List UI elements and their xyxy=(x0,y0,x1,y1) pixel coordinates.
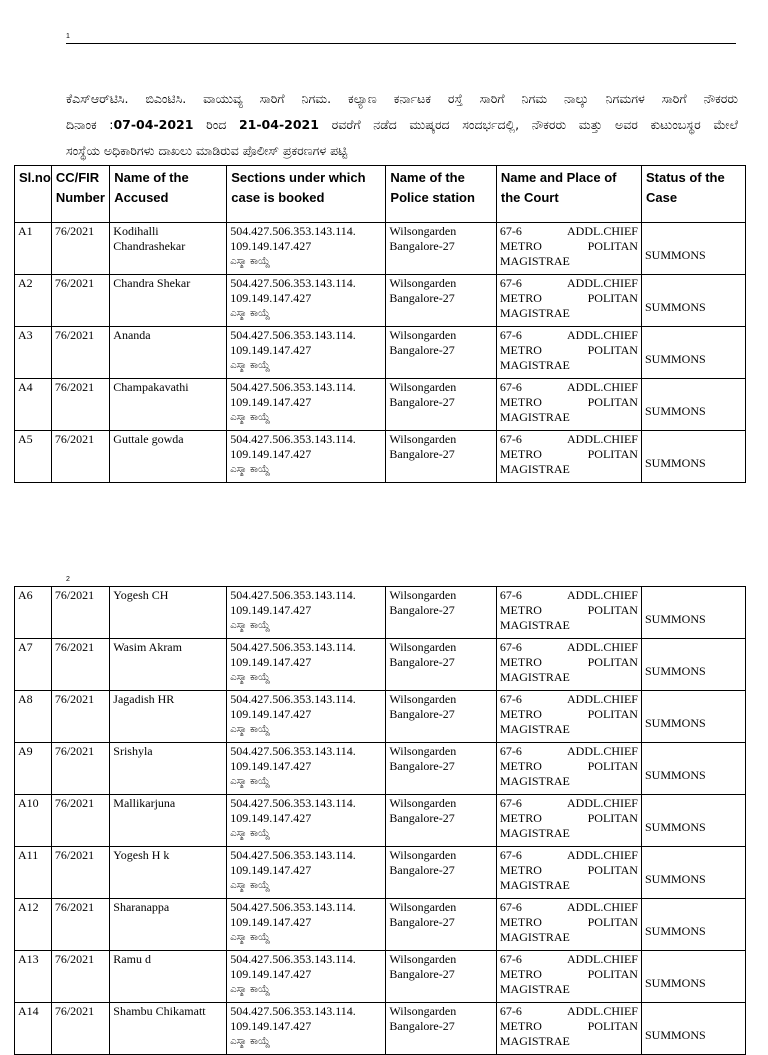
court-metro: METRO xyxy=(499,239,542,253)
cell-case-no: 76/2021 xyxy=(51,951,109,1003)
cell-court xyxy=(496,951,641,1003)
cell-status: SUMMONS xyxy=(641,379,745,431)
cell-court xyxy=(496,691,641,743)
cell-slno: A1 xyxy=(15,223,52,275)
police-line-1: Wilsongarden xyxy=(389,276,457,290)
cell-police-station xyxy=(386,327,496,379)
cell-police-station xyxy=(386,847,496,899)
court-title: ADDL.CHIEF xyxy=(566,848,638,862)
police-line-1: Wilsongarden xyxy=(389,328,457,342)
cell-slno: A11 xyxy=(15,847,52,899)
header-sections: Sections under which case is booked xyxy=(227,166,386,223)
header-ccfir: CC/FIR Number xyxy=(51,166,109,223)
header-accused: Name of the Accused xyxy=(110,166,227,223)
cell-status: SUMMONS xyxy=(641,691,745,743)
table-row xyxy=(15,639,746,691)
court-code: 67-6 xyxy=(499,952,522,966)
cell-slno: A3 xyxy=(15,327,52,379)
court-magistrate: MAGISTRAE xyxy=(499,670,570,684)
intro-line-2: ದಿನಾಂಕ :07-04-2021 ರಿಂದ 21-04-2021 ರವರೆಗೆ ನಡೆದ ಮುಷ್ಕರದ ಸಂದರ್ಭದಲ್ಲಿ, ನೌಕರರು ಮತ್ತು ಅವರ ಕುಟುಂಬಸ್ಥರ ಮೇಲೆ xyxy=(66,117,738,132)
sections-line-2: 109.149.147.427 xyxy=(230,291,312,305)
cell-court xyxy=(496,795,641,847)
cell-police-station xyxy=(386,743,496,795)
court-metro: METRO xyxy=(499,343,542,357)
court-code: 67-6 xyxy=(499,900,522,914)
court-politan: POLITAN xyxy=(587,759,638,773)
court-magistrate: MAGISTRAE xyxy=(499,462,570,476)
court-metro: METRO xyxy=(499,707,542,721)
cell-sections xyxy=(227,743,386,795)
cell-case-no: 76/2021 xyxy=(51,379,109,431)
cell-slno: A8 xyxy=(15,691,52,743)
table-row xyxy=(15,431,746,483)
sections-act: ಎಸ್ಮಾ ಕಾಯ್ದೆ xyxy=(230,984,271,995)
table-row xyxy=(15,951,746,1003)
cell-slno: A12 xyxy=(15,899,52,951)
court-code: 67-6 xyxy=(499,224,522,238)
sections-line-2: 109.149.147.427 xyxy=(230,811,312,825)
cell-case-no: 76/2021 xyxy=(51,327,109,379)
police-line-2: Bangalore-27 xyxy=(389,1019,455,1033)
cell-status: SUMMONS xyxy=(641,587,745,639)
court-code: 67-6 xyxy=(499,1004,522,1018)
table-row xyxy=(15,379,746,431)
table-row xyxy=(15,275,746,327)
cell-status: SUMMONS xyxy=(641,899,745,951)
table-header-row xyxy=(15,166,746,223)
court-magistrate: MAGISTRAE xyxy=(499,1034,570,1048)
cell-sections xyxy=(227,847,386,899)
court-title: ADDL.CHIEF xyxy=(566,224,638,238)
cell-accused: Mallikarjuna xyxy=(110,795,227,847)
sections-line-1: 504.427.506.353.143.114. xyxy=(230,796,356,810)
header-slno: Sl.no xyxy=(15,166,52,223)
cell-court xyxy=(496,847,641,899)
court-magistrate: MAGISTRAE xyxy=(499,878,570,892)
police-line-1: Wilsongarden xyxy=(389,692,457,706)
court-title: ADDL.CHIEF xyxy=(566,900,638,914)
cell-sections xyxy=(227,951,386,1003)
table-row xyxy=(15,899,746,951)
court-title: ADDL.CHIEF xyxy=(566,588,638,602)
court-title: ADDL.CHIEF xyxy=(566,380,638,394)
cell-police-station xyxy=(386,275,496,327)
cell-case-no: 76/2021 xyxy=(51,847,109,899)
sections-line-1: 504.427.506.353.143.114. xyxy=(230,744,356,758)
court-magistrate: MAGISTRAE xyxy=(499,826,570,840)
court-title: ADDL.CHIEF xyxy=(566,328,638,342)
police-line-1: Wilsongarden xyxy=(389,588,457,602)
court-title: ADDL.CHIEF xyxy=(566,1004,638,1018)
cell-status: SUMMONS xyxy=(641,847,745,899)
cell-accused: Chandra Shekar xyxy=(110,275,227,327)
court-code: 67-6 xyxy=(499,588,522,602)
table-row xyxy=(15,587,746,639)
sections-line-2: 109.149.147.427 xyxy=(230,967,312,981)
cell-sections xyxy=(227,379,386,431)
cell-status: SUMMONS xyxy=(641,223,745,275)
cell-status: SUMMONS xyxy=(641,743,745,795)
cell-slno: A9 xyxy=(15,743,52,795)
sections-line-1: 504.427.506.353.143.114. xyxy=(230,328,356,342)
cell-accused: Ramu d xyxy=(110,951,227,1003)
police-line-1: Wilsongarden xyxy=(389,900,457,914)
police-line-2: Bangalore-27 xyxy=(389,967,455,981)
sections-act: ಎಸ್ಮಾ ಕಾಯ್ದೆ xyxy=(230,828,271,839)
court-magistrate: MAGISTRAE xyxy=(499,306,570,320)
court-metro: METRO xyxy=(499,603,542,617)
cell-court xyxy=(496,327,641,379)
cell-slno: A13 xyxy=(15,951,52,1003)
cell-case-no: 76/2021 xyxy=(51,899,109,951)
cell-accused: Yogesh CH xyxy=(110,587,227,639)
court-title: ADDL.CHIEF xyxy=(566,432,638,446)
sections-line-2: 109.149.147.427 xyxy=(230,343,312,357)
court-title: ADDL.CHIEF xyxy=(566,276,638,290)
police-line-1: Wilsongarden xyxy=(389,848,457,862)
cell-case-no: 76/2021 xyxy=(51,639,109,691)
header-rule xyxy=(66,43,736,44)
police-line-1: Wilsongarden xyxy=(389,640,457,654)
sections-line-2: 109.149.147.427 xyxy=(230,655,312,669)
court-politan: POLITAN xyxy=(587,707,638,721)
sections-act: ಎಸ್ಮಾ ಕಾಯ್ದೆ xyxy=(230,724,271,735)
court-magistrate: MAGISTRAE xyxy=(499,410,570,424)
cell-accused: Ananda xyxy=(110,327,227,379)
police-line-1: Wilsongarden xyxy=(389,380,457,394)
cell-case-no: 76/2021 xyxy=(51,743,109,795)
table-row xyxy=(15,223,746,275)
header-court: Name and Place of the Court xyxy=(496,166,641,223)
court-politan: POLITAN xyxy=(587,395,638,409)
header-status: Status of the Case xyxy=(641,166,745,223)
police-line-2: Bangalore-27 xyxy=(389,863,455,877)
court-politan: POLITAN xyxy=(587,603,638,617)
cell-accused: Kodihalli Chandrashekar xyxy=(110,223,227,275)
sections-line-2: 109.149.147.427 xyxy=(230,915,312,929)
cell-court xyxy=(496,379,641,431)
cell-status: SUMMONS xyxy=(641,639,745,691)
cell-police-station xyxy=(386,951,496,1003)
court-code: 67-6 xyxy=(499,848,522,862)
cell-accused: Srishyla xyxy=(110,743,227,795)
sections-act: ಎಸ್ಮಾ ಕಾಯ್ದೆ xyxy=(230,308,271,319)
court-metro: METRO xyxy=(499,395,542,409)
court-metro: METRO xyxy=(499,759,542,773)
cell-police-station xyxy=(386,1003,496,1055)
court-politan: POLITAN xyxy=(587,655,638,669)
cell-case-no: 76/2021 xyxy=(51,587,109,639)
court-title: ADDL.CHIEF xyxy=(566,796,638,810)
court-code: 67-6 xyxy=(499,328,522,342)
court-politan: POLITAN xyxy=(587,811,638,825)
cell-police-station xyxy=(386,899,496,951)
police-line-2: Bangalore-27 xyxy=(389,239,455,253)
court-metro: METRO xyxy=(499,447,542,461)
court-metro: METRO xyxy=(499,655,542,669)
police-line-1: Wilsongarden xyxy=(389,796,457,810)
court-politan: POLITAN xyxy=(587,1019,638,1033)
cell-police-station xyxy=(386,691,496,743)
cell-sections xyxy=(227,275,386,327)
court-magistrate: MAGISTRAE xyxy=(499,618,570,632)
police-line-2: Bangalore-27 xyxy=(389,343,455,357)
cell-accused: Yogesh H k xyxy=(110,847,227,899)
cell-sections xyxy=(227,223,386,275)
sections-line-2: 109.149.147.427 xyxy=(230,1019,312,1033)
cell-court xyxy=(496,223,641,275)
cell-sections xyxy=(227,899,386,951)
police-line-2: Bangalore-27 xyxy=(389,707,455,721)
cell-accused: Champakavathi xyxy=(110,379,227,431)
sections-line-1: 504.427.506.353.143.114. xyxy=(230,276,356,290)
cell-status: SUMMONS xyxy=(641,1003,745,1055)
court-metro: METRO xyxy=(499,291,542,305)
cell-court xyxy=(496,275,641,327)
court-politan: POLITAN xyxy=(587,863,638,877)
sections-line-1: 504.427.506.353.143.114. xyxy=(230,640,356,654)
table-row xyxy=(15,795,746,847)
cell-sections xyxy=(227,639,386,691)
cell-accused: Shambu Chikamatt xyxy=(110,1003,227,1055)
sections-line-2: 109.149.147.427 xyxy=(230,863,312,877)
court-code: 67-6 xyxy=(499,796,522,810)
cell-status: SUMMONS xyxy=(641,951,745,1003)
police-line-2: Bangalore-27 xyxy=(389,915,455,929)
cell-police-station xyxy=(386,639,496,691)
police-line-2: Bangalore-27 xyxy=(389,447,455,461)
court-code: 67-6 xyxy=(499,640,522,654)
court-title: ADDL.CHIEF xyxy=(566,640,638,654)
cell-accused: Guttale gowda xyxy=(110,431,227,483)
sections-act: ಎಸ್ಮಾ ಕಾಯ್ದೆ xyxy=(230,932,271,943)
police-line-2: Bangalore-27 xyxy=(389,759,455,773)
cell-sections xyxy=(227,795,386,847)
sections-act: ಎಸ್ಮಾ ಕಾಯ್ದೆ xyxy=(230,360,271,371)
cell-court xyxy=(496,431,641,483)
cell-sections xyxy=(227,327,386,379)
table-row xyxy=(15,1003,746,1055)
intro-line-1: ಕೆಎಸ್‌ಆರ್‌ಟಿಸಿ. ಬಿಎಂಟಿಸಿ. ವಾಯುವ್ಯ ಸಾರಿಗೆ ನಿಗಮ. ಕಲ್ಯಾಣ ಕರ್ನಾಟಕ ರಸ್ತೆ ಸಾರಿಗೆ ನಿಗಮ ನಾಲ್ಕು ನಿಗಮಗಳ ಸಾರಿಗೆ ನೌಕರರು xyxy=(66,91,738,106)
sections-act: ಎಸ್ಮಾ ಕಾಯ್ದೆ xyxy=(230,620,271,631)
police-line-1: Wilsongarden xyxy=(389,744,457,758)
cell-slno: A10 xyxy=(15,795,52,847)
cell-accused: Sharanappa xyxy=(110,899,227,951)
cell-slno: A5 xyxy=(15,431,52,483)
sections-act: ಎಸ್ಮಾ ಕಾಯ್ದೆ xyxy=(230,776,271,787)
cell-accused: Jagadish HR xyxy=(110,691,227,743)
sections-act: ಎಸ್ಮಾ ಕಾಯ್ದೆ xyxy=(230,412,271,423)
cell-police-station xyxy=(386,223,496,275)
police-line-2: Bangalore-27 xyxy=(389,291,455,305)
court-magistrate: MAGISTRAE xyxy=(499,254,570,268)
cell-case-no: 76/2021 xyxy=(51,691,109,743)
sections-line-1: 504.427.506.353.143.114. xyxy=(230,952,356,966)
cell-status: SUMMONS xyxy=(641,795,745,847)
intro-paragraph xyxy=(66,86,738,164)
cell-sections xyxy=(227,587,386,639)
court-code: 67-6 xyxy=(499,380,522,394)
police-line-1: Wilsongarden xyxy=(389,952,457,966)
court-metro: METRO xyxy=(499,811,542,825)
sections-line-2: 109.149.147.427 xyxy=(230,707,312,721)
court-magistrate: MAGISTRAE xyxy=(499,774,570,788)
court-magistrate: MAGISTRAE xyxy=(499,722,570,736)
table-row xyxy=(15,691,746,743)
police-line-1: Wilsongarden xyxy=(389,224,457,238)
cell-sections xyxy=(227,431,386,483)
sections-line-1: 504.427.506.353.143.114. xyxy=(230,848,356,862)
sections-act: ಎಸ್ಮಾ ಕಾಯ್ದೆ xyxy=(230,1036,271,1047)
cell-case-no: 76/2021 xyxy=(51,431,109,483)
court-code: 67-6 xyxy=(499,276,522,290)
page-number: 1 xyxy=(66,33,70,40)
court-metro: METRO xyxy=(499,967,542,981)
sections-line-2: 109.149.147.427 xyxy=(230,759,312,773)
police-line-1: Wilsongarden xyxy=(389,1004,457,1018)
court-code: 67-6 xyxy=(499,432,522,446)
court-politan: POLITAN xyxy=(587,915,638,929)
cell-court xyxy=(496,1003,641,1055)
court-metro: METRO xyxy=(499,915,542,929)
court-title: ADDL.CHIEF xyxy=(566,744,638,758)
page-number-2: 2 xyxy=(66,576,70,583)
cell-sections xyxy=(227,691,386,743)
cell-case-no: 76/2021 xyxy=(51,1003,109,1055)
sections-line-1: 504.427.506.353.143.114. xyxy=(230,1004,356,1018)
date-from: 07-04-2021 xyxy=(113,117,194,132)
cell-court xyxy=(496,587,641,639)
court-magistrate: MAGISTRAE xyxy=(499,930,570,944)
table-row xyxy=(15,327,746,379)
cell-slno: A7 xyxy=(15,639,52,691)
cell-slno: A14 xyxy=(15,1003,52,1055)
cell-status: SUMMONS xyxy=(641,431,745,483)
cell-case-no: 76/2021 xyxy=(51,223,109,275)
cell-status: SUMMONS xyxy=(641,275,745,327)
court-politan: POLITAN xyxy=(587,967,638,981)
cell-accused: Wasim Akram xyxy=(110,639,227,691)
court-politan: POLITAN xyxy=(587,343,638,357)
cases-table-page-1 xyxy=(14,165,746,483)
sections-line-1: 504.427.506.353.143.114. xyxy=(230,380,356,394)
police-line-1: Wilsongarden xyxy=(389,432,457,446)
cell-police-station xyxy=(386,795,496,847)
cell-case-no: 76/2021 xyxy=(51,275,109,327)
sections-act: ಎಸ್ಮಾ ಕಾಯ್ದೆ xyxy=(230,880,271,891)
sections-act: ಎಸ್ಮಾ ಕಾಯ್ದೆ xyxy=(230,464,271,475)
police-line-2: Bangalore-27 xyxy=(389,811,455,825)
sections-line-2: 109.149.147.427 xyxy=(230,239,312,253)
cell-case-no: 76/2021 xyxy=(51,795,109,847)
table-row xyxy=(15,743,746,795)
court-metro: METRO xyxy=(499,1019,542,1033)
court-magistrate: MAGISTRAE xyxy=(499,358,570,372)
court-politan: POLITAN xyxy=(587,447,638,461)
court-title: ADDL.CHIEF xyxy=(566,952,638,966)
sections-line-2: 109.149.147.427 xyxy=(230,603,312,617)
cases-table-page-2 xyxy=(14,586,746,1055)
sections-line-1: 504.427.506.353.143.114. xyxy=(230,588,356,602)
cell-slno: A4 xyxy=(15,379,52,431)
date-to: 21-04-2021 xyxy=(238,117,319,132)
court-title: ADDL.CHIEF xyxy=(566,692,638,706)
sections-line-1: 504.427.506.353.143.114. xyxy=(230,692,356,706)
cell-court xyxy=(496,899,641,951)
sections-line-1: 504.427.506.353.143.114. xyxy=(230,900,356,914)
police-line-2: Bangalore-27 xyxy=(389,395,455,409)
court-metro: METRO xyxy=(499,863,542,877)
court-magistrate: MAGISTRAE xyxy=(499,982,570,996)
cell-slno: A6 xyxy=(15,587,52,639)
cell-police-station xyxy=(386,379,496,431)
cell-court xyxy=(496,743,641,795)
cell-status: SUMMONS xyxy=(641,327,745,379)
sections-act: ಎಸ್ಮಾ ಕಾಯ್ದೆ xyxy=(230,672,271,683)
cell-police-station xyxy=(386,587,496,639)
sections-line-1: 504.427.506.353.143.114. xyxy=(230,432,356,446)
sections-line-1: 504.427.506.353.143.114. xyxy=(230,224,356,238)
cell-slno: A2 xyxy=(15,275,52,327)
sections-act: ಎಸ್ಮಾ ಕಾಯ್ದೆ xyxy=(230,256,271,267)
cell-police-station xyxy=(386,431,496,483)
court-code: 67-6 xyxy=(499,744,522,758)
court-code: 67-6 xyxy=(499,692,522,706)
sections-line-2: 109.149.147.427 xyxy=(230,447,312,461)
sections-line-2: 109.149.147.427 xyxy=(230,395,312,409)
intro-line-3: ಸಂಸ್ಥೆಯ ಅಧಿಕಾರಿಗಳು ದಾಖಲು ಮಾಡಿರುವ ಪೊಲೀಸ್ ಪ್ರಕರಣಗಳ ಪಟ್ಟಿ xyxy=(66,143,348,158)
court-politan: POLITAN xyxy=(587,291,638,305)
header-police-station: Name of the Police station xyxy=(386,166,496,223)
police-line-2: Bangalore-27 xyxy=(389,655,455,669)
cell-sections xyxy=(227,1003,386,1055)
police-line-2: Bangalore-27 xyxy=(389,603,455,617)
table-row xyxy=(15,847,746,899)
court-politan: POLITAN xyxy=(587,239,638,253)
cell-court xyxy=(496,639,641,691)
